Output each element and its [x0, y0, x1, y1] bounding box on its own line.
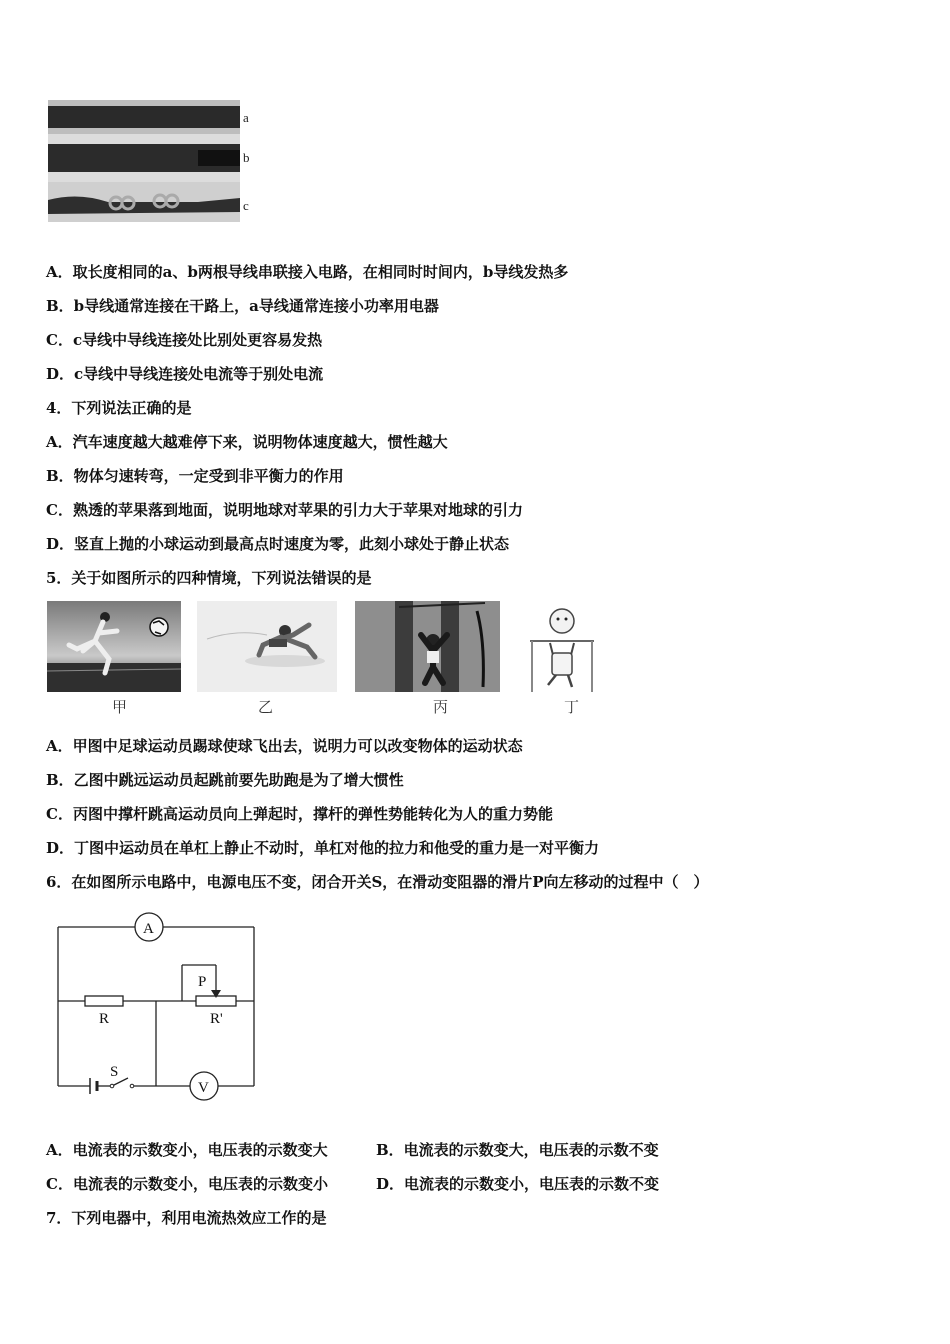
q5-caption-jia: 甲 — [112, 698, 128, 716]
q6-option-b: B．电流表的示数变大，电压表的示数不变 — [376, 1141, 659, 1159]
q4-option-b: B．物体匀速转弯，一定受到非平衡力的作用 — [46, 467, 344, 485]
q5-option-b: B．乙图中跳远运动员起跳前要先助跑是为了增大惯性 — [46, 771, 404, 789]
q5-option-a: A．甲图中足球运动员踢球使球飞出去，说明力可以改变物体的运动状态 — [46, 737, 523, 755]
rheostat-label: R' — [210, 1011, 223, 1027]
q6-option-d: D．电流表的示数变小，电压表的示数不变 — [376, 1175, 660, 1193]
q5-caption-ding: 丁 — [564, 698, 580, 716]
horizontal-bar-image — [520, 601, 600, 692]
soccer-player-image — [47, 601, 181, 692]
wire-photo-drawing — [48, 100, 240, 222]
q4-option-a: A．汽车速度越大越难停下来，说明物体速度越大，惯性越大 — [46, 433, 448, 451]
pole-vault-image — [355, 601, 500, 692]
q5-image-yi — [197, 601, 337, 692]
wire-label-b: b — [243, 150, 250, 165]
q4-stem: 4．下列说法正确的是 — [46, 399, 192, 417]
resistor-label: R — [99, 1011, 110, 1027]
circuit-svg — [50, 910, 265, 1102]
q5-caption-yi: 乙 — [258, 698, 274, 716]
q5-option-d: D．丁图中运动员在单杠上静止不动时，单杠对他的拉力和他受的重力是一对平衡力 — [46, 839, 600, 857]
q6-circuit-diagram — [50, 910, 265, 1102]
wire-photo — [48, 100, 240, 222]
q3-option-c: C．c导线中导线连接处比别处更容易发热 — [46, 331, 323, 349]
voltmeter-label: V — [198, 1080, 209, 1096]
q4-option-c: C．熟透的苹果落到地面，说明地球对苹果的引力大于苹果对地球的引力 — [46, 501, 523, 519]
q7-stem: 7．下列电器中，利用电流热效应工作的是 — [46, 1209, 327, 1227]
q5-image-jia — [47, 601, 181, 692]
q4-option-d: D．竖直上抛的小球运动到最高点时速度为零，此刻小球处于静止状态 — [46, 535, 510, 553]
slider-label: P — [198, 974, 207, 990]
q5-option-c: C．丙图中撑杆跳高运动员向上弹起时，撑杆的弹性势能转化为人的重力势能 — [46, 805, 553, 823]
switch-label: S — [110, 1064, 119, 1080]
q5-image-bing — [355, 601, 500, 692]
q5-image-ding — [520, 601, 600, 692]
wire-label-c: c — [243, 198, 249, 213]
q3-option-b: B．b导线通常连接在干路上，a导线通常连接小功率用电器 — [46, 297, 439, 315]
ammeter-label: A — [143, 921, 154, 937]
q5-stem: 5．关于如图所示的四种情境，下列说法错误的是 — [46, 569, 372, 587]
q6-option-c: C．电流表的示数变小，电压表的示数变小 — [46, 1175, 328, 1193]
wire-label-a: a — [243, 110, 249, 125]
q3-option-a: A．取长度相同的a、b两根导线串联接入电路，在相同时时间内，b导线发热多 — [46, 263, 569, 281]
q6-stem: 6．在如图所示电路中，电源电压不变，闭合开关S，在滑动变阻器的滑片P向左移动的过程中（ ） — [46, 873, 709, 891]
long-jump-image — [197, 601, 337, 692]
q3-option-d: D．c导线中导线连接处电流等于别处电流 — [46, 365, 324, 383]
q5-caption-bing: 丙 — [433, 698, 449, 716]
q6-option-a: A．电流表的示数变小，电压表的示数变大 — [46, 1141, 328, 1159]
